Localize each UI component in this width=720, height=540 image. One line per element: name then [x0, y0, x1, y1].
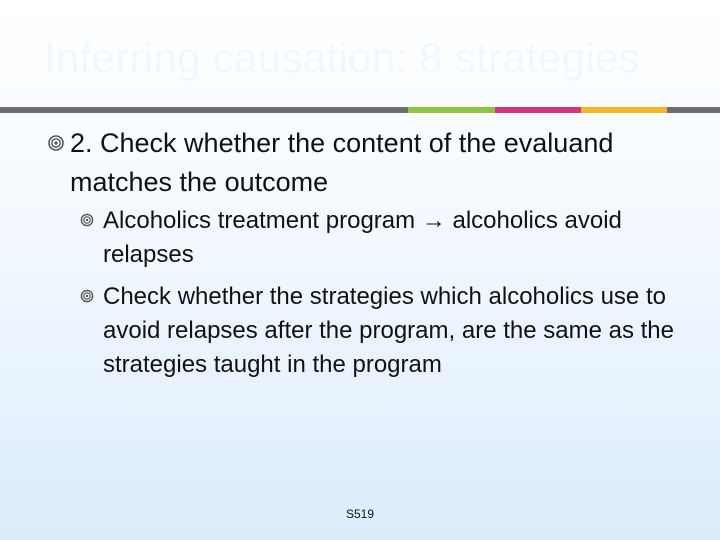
accent-bar-green — [408, 107, 495, 113]
accent-bar-yellow — [581, 107, 667, 113]
subpoint-1: Alcoholics treatment program → alcoholics avoid relapses — [103, 207, 622, 268]
accent-bar-gray — [0, 107, 408, 113]
main-point: 2. Check whether the content of the evaluand matches the outcome — [70, 128, 614, 197]
slide-footer: S519 — [345, 507, 375, 521]
accent-bar-pink — [495, 107, 581, 113]
spiral-bullet-icon — [80, 289, 94, 303]
accent-bar-gray-end — [667, 107, 720, 113]
spiral-bullet-icon — [47, 134, 65, 152]
subpoint-2: Check whether the strategies which alcoholics use to avoid relapses after the program, are the same as the strategies taught in the program — [103, 283, 674, 378]
slide-title: Inferring causation: 8 strategies — [44, 34, 640, 81]
spiral-bullet-icon — [80, 213, 94, 227]
